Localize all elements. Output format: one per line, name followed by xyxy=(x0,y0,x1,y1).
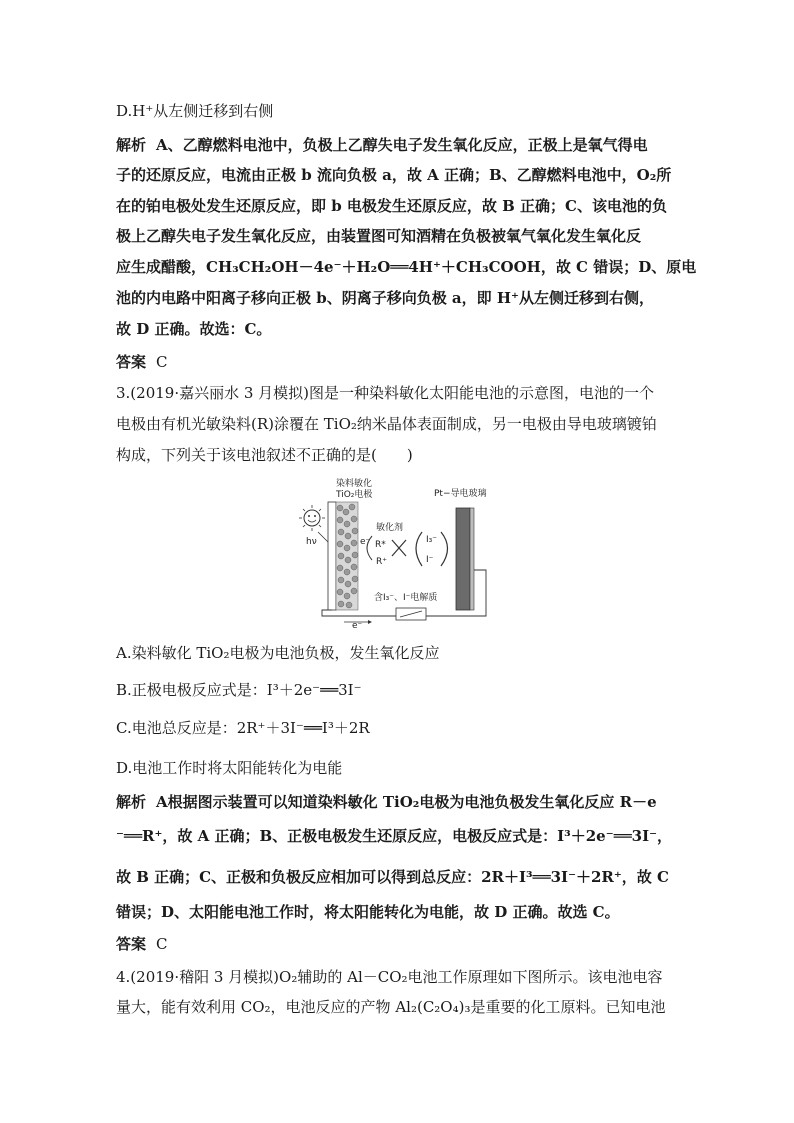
q3-analysis-line-4: 错误；D、太阳能电池工作时，将太阳能转化为电能，故 D 正确。故选 C。 xyxy=(116,903,620,921)
electrolyte-label: 含I₃⁻、I⁻电解质 xyxy=(374,593,438,603)
exchange-arrows xyxy=(392,540,406,556)
i3-label: I₃⁻ xyxy=(426,535,438,545)
q2-analysis-line-3: 在的铂电极处发生还原反应，即 b 电极发生还原反应，故 B 正确；C、该电池的负 xyxy=(116,197,667,215)
q2-analysis-line-7: 故 D 正确。故选：C。 xyxy=(116,320,272,338)
q3-analysis-line-2: ⁻══R⁺，故 A 正确；B、正极电极发生还原反应，电极反应式是：I³＋2e⁻══3I⁻， xyxy=(116,827,673,845)
q2-analysis-line-1 xyxy=(116,135,682,155)
electron-flow-label: e⁻ xyxy=(352,621,363,630)
conductive-glass xyxy=(470,508,474,610)
q3-option-c: C.电池总反应是：2R⁺＋3I⁻══I³＋2R xyxy=(116,719,370,737)
q2-analysis-line-5: 应生成醋酸，CH₃CH₂OH－4e⁻＋H₂O══4H⁺＋CH₃COOH，故 C 错误；D、原电 xyxy=(116,258,697,276)
q4-stem-line-2: 量大，能有效利用 CO₂，电池反应的产物 Al₂(C₂O₄)₃是重要的化工原料。已知电池 xyxy=(116,998,666,1016)
q2-analysis-line-6: 池的内电路中阳离子移向正极 b、阴离子移向负极 a，即 H⁺从左侧迁移到右侧， xyxy=(116,289,654,307)
pt-electrode xyxy=(456,508,470,610)
solar-cell-diagram xyxy=(296,474,506,630)
q2-answer-value: C xyxy=(156,353,168,371)
q2-analysis-text-1: A、乙醇燃料电池中，负极上乙醇失电子发生氧化反应，正极上是氧气得电 xyxy=(156,136,648,154)
q3-option-b: B.正极电极反应式是：I³＋2e⁻══3I⁻ xyxy=(116,681,362,699)
q3-option-a: A.染料敏化 TiO₂电极为电池负极，发生氧化反应 xyxy=(116,644,440,662)
r-plus-label: R⁺ xyxy=(376,557,388,567)
q3-analysis-line-3: 故 B 正确；C、正极和负极反应相加可以得到总反应：2R＋I³══3I⁻＋2R⁺，故 C xyxy=(116,868,669,886)
q2-analysis-line-2: 子的还原反应，电流由正极 b 流向负极 a，故 A 正确；B、乙醇燃料电池中，O₂所 xyxy=(116,166,672,184)
sun-icon xyxy=(299,505,325,531)
q2-answer-label: 答案 xyxy=(116,353,147,371)
q3-option-d: D.电池工作时将太阳能转化为电能 xyxy=(116,759,343,777)
q3-stem-line-1: 3.(2019·嘉兴丽水 3 月模拟)图是一种染料敏化太阳能电池的示意图，电池的一个 xyxy=(116,384,655,402)
tio2-particle-layer xyxy=(336,502,358,610)
hv-label: hν xyxy=(306,537,317,547)
q3-stem-line-2: 电极由有机光敏染料(R)涂覆在 TiO₂纳米晶体表面制成，另一电极由导电玻璃镀铂 xyxy=(116,415,657,433)
q3-answer-label: 答案 xyxy=(116,935,147,953)
q3-stem-line-3: 构成，下列关于该电池叙述不正确的是( ) xyxy=(116,446,413,464)
q2-analysis-line-4: 极上乙醇失电子发生氧化反应，由装置图可知酒精在负极被氧气氧化发生氧化反 xyxy=(116,227,642,245)
e-minus-label: e⁻ xyxy=(360,537,371,547)
dye-electrode-label-1: 染料敏化 xyxy=(336,479,373,489)
sensitizer-label: 敏化剂 xyxy=(376,523,404,533)
pt-glass-label: Pt−导电玻璃 xyxy=(434,489,487,499)
q4-stem-line-1: 4.(2019·稽阳 3 月模拟)O₂辅助的 Al－CO₂电池工作原理如下图所示。该电池电容 xyxy=(116,968,663,986)
q3-answer-value: C xyxy=(156,935,168,953)
q3-analysis-text-1: A根据图示装置可以知道染料敏化 TiO₂电极为电池负极发生氧化反应 R－e xyxy=(156,793,657,811)
q3-answer xyxy=(116,934,682,954)
glass-substrate xyxy=(328,502,336,610)
dye-electrode-label-2: TiO₂电极 xyxy=(336,490,373,500)
q2-answer xyxy=(116,352,682,372)
electron-arrow-head xyxy=(368,620,372,624)
redox-arrow-right xyxy=(441,532,448,566)
q2-analysis-label: 解析 xyxy=(116,136,147,154)
r-star-label: R* xyxy=(375,540,386,550)
q2-option-d: D.H⁺从左侧迁移到右侧 xyxy=(116,102,274,120)
i-minus-label: I⁻ xyxy=(426,555,434,565)
redox-arrow-left xyxy=(416,532,422,566)
q3-analysis-label: 解析 xyxy=(116,793,147,811)
q3-analysis-line-1 xyxy=(116,792,682,812)
